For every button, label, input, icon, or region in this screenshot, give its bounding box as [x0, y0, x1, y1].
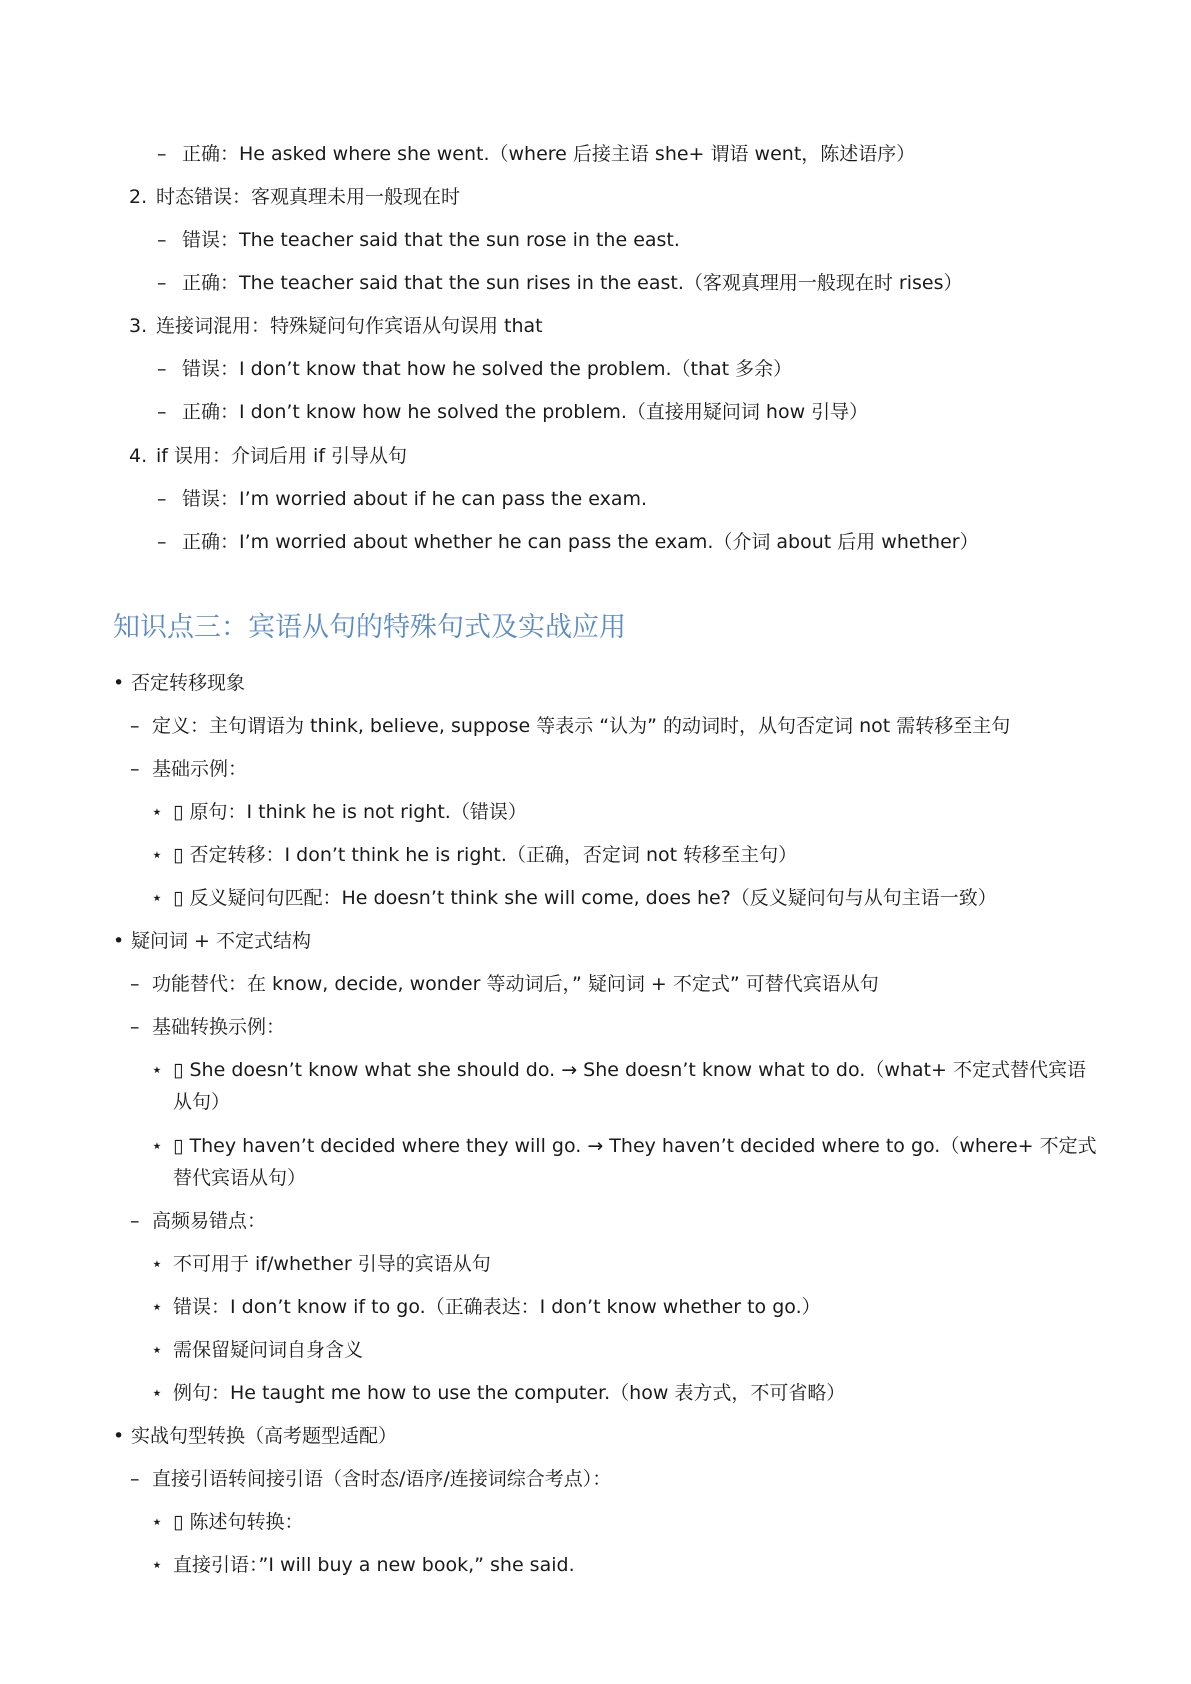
number-marker: 4.: [129, 445, 148, 467]
list-item-text: 直接引语：”I will buy a new book,” she said.: [173, 1554, 575, 1576]
dash-marker: –: [157, 488, 167, 510]
bullet-marker: •: [113, 1425, 125, 1447]
list-item: [130, 753, 247, 785]
numbered-item: [129, 181, 460, 213]
list-item-text: 错误：I’m worried about if he can pass the exam.: [182, 488, 648, 510]
star-marker: ⋆: [151, 1135, 163, 1157]
dash-marker: –: [130, 1016, 140, 1038]
sub-item: [151, 796, 527, 828]
sub-item: [151, 1549, 575, 1581]
dash-marker: –: [130, 1210, 140, 1232]
sub-item: [151, 1291, 821, 1323]
list-item-text: 错误：The teacher said that the sun rose in the east.: [182, 229, 680, 251]
list-item-text: 错误：I don’t know if to go.（正确表达：I don’t know whether to go.）: [173, 1296, 821, 1318]
list-item-text: ▯ 反义疑问句匹配：He doesn’t think she will come, does he?（反义疑问句与从句主语一致）: [173, 887, 997, 909]
sub-item: [151, 1506, 304, 1538]
sub-item: [151, 839, 797, 871]
bullet-item: [113, 1420, 397, 1452]
star-marker: ⋆: [151, 1296, 163, 1318]
list-item-text: 直接引语转间接引语（含时态/语序/连接词综合考点）：: [152, 1468, 612, 1490]
list-item-text: 正确：I don’t know how he solved the problem.（直接用疑问词 how 引导）: [182, 401, 869, 423]
star-marker: ⋆: [151, 1554, 163, 1576]
dash-marker: –: [157, 229, 167, 251]
list-item-text: ▯ She doesn’t know what she should do. → She doesn’t know what to do.（what+ 不定式替代宾语从句）: [173, 1059, 1086, 1113]
list-item-text: 连接词混用：特殊疑问句作宾语从句误用 that: [156, 315, 543, 337]
star-marker: ⋆: [151, 844, 163, 866]
list-item: [130, 710, 1010, 742]
sub-item: [151, 882, 997, 914]
bullet-marker: •: [113, 672, 125, 694]
list-item-text: 时态错误：客观真理未用一般现在时: [156, 186, 461, 208]
list-item: [157, 353, 792, 385]
list-item-text: 例句：He taught me how to use the computer.（how 表方式，不可省略）: [173, 1382, 846, 1404]
list-item-text: 高频易错点：: [152, 1210, 267, 1232]
sub-item: [151, 1334, 363, 1366]
list-item-text: ▯ 否定转移：I don’t think he is right.（正确，否定词 not 转移至主句）: [173, 844, 798, 866]
dash-marker: –: [157, 272, 167, 294]
sub-item: [151, 1054, 1098, 1118]
bullet-marker: •: [113, 930, 125, 952]
bullet-item: [113, 667, 245, 699]
star-marker: ⋆: [151, 887, 163, 909]
list-item: [157, 483, 647, 515]
star-marker: ⋆: [151, 1253, 163, 1275]
list-item-text: 实战句型转换（高考题型适配）: [131, 1425, 398, 1447]
star-marker: ⋆: [151, 1059, 163, 1081]
list-item-text: 定义：主句谓语为 think, believe, suppose 等表示 “认为” 的动词时，从句否定词 not 需转移至主句: [152, 715, 1011, 737]
list-item-text: 功能替代：在 know, decide, wonder 等动词后，” 疑问词 + 不定式” 可替代宾语从句: [152, 973, 879, 995]
list-item-text: ▯ They haven’t decided where they will go. → They haven’t decided where to go.（where+ 不定式替代宾语从句）: [173, 1135, 1097, 1189]
numbered-item: [129, 310, 543, 342]
dash-marker: –: [130, 973, 140, 995]
list-item-text: 需保留疑问词自身含义: [173, 1339, 364, 1361]
list-item: [130, 1011, 285, 1043]
list-item-text: 否定转移现象: [131, 672, 246, 694]
star-marker: ⋆: [151, 1339, 163, 1361]
list-item-text: ▯ 陈述句转换：: [173, 1511, 304, 1533]
dash-marker: –: [130, 1468, 140, 1490]
dash-marker: –: [130, 715, 140, 737]
list-item-text: 正确：He asked where she went.（where 后接主语 she+ 谓语 went，陈述语序）: [182, 143, 916, 165]
list-item-text: 正确：The teacher said that the sun rises in the east.（客观真理用一般现在时 rises）: [182, 272, 963, 294]
number-marker: 3.: [129, 315, 148, 337]
list-item: [130, 968, 879, 1000]
sub-item: [151, 1130, 1098, 1194]
dash-marker: –: [157, 143, 167, 165]
list-item-text: 疑问词 + 不定式结构: [131, 930, 311, 952]
list-item: [157, 138, 915, 170]
sub-item: [151, 1377, 845, 1409]
list-item-text: 错误：I don’t know that how he solved the problem.（that 多余）: [182, 358, 793, 380]
list-item-text: 基础示例：: [152, 758, 248, 780]
dash-marker: –: [157, 401, 167, 423]
section-heading: 知识点三：宾语从句的特殊句式及实战应用: [113, 612, 626, 643]
bullet-item: [113, 925, 311, 957]
star-marker: ⋆: [151, 1382, 163, 1404]
dash-marker: –: [130, 758, 140, 780]
list-item-text: 正确：I’m worried about whether he can pass the exam.（介词 about 后用 whether）: [182, 531, 979, 553]
list-item: [157, 526, 979, 558]
list-item: [157, 224, 680, 256]
list-item-text: if 误用：介词后用 if 引导从句: [156, 445, 408, 467]
dash-marker: –: [157, 358, 167, 380]
list-item: [157, 396, 868, 428]
list-item-text: ▯ 原句：I think he is not right.（错误）: [173, 801, 527, 823]
list-item: [157, 267, 963, 299]
numbered-item: [129, 440, 407, 472]
number-marker: 2.: [129, 186, 148, 208]
list-item-text: 基础转换示例：: [152, 1016, 286, 1038]
sub-item: [151, 1248, 491, 1280]
list-item: [130, 1205, 266, 1237]
list-item: [130, 1463, 611, 1495]
star-marker: ⋆: [151, 1511, 163, 1533]
list-item-text: 不可用于 if/whether 引导的宾语从句: [173, 1253, 491, 1275]
dash-marker: –: [157, 531, 167, 553]
star-marker: ⋆: [151, 801, 163, 823]
